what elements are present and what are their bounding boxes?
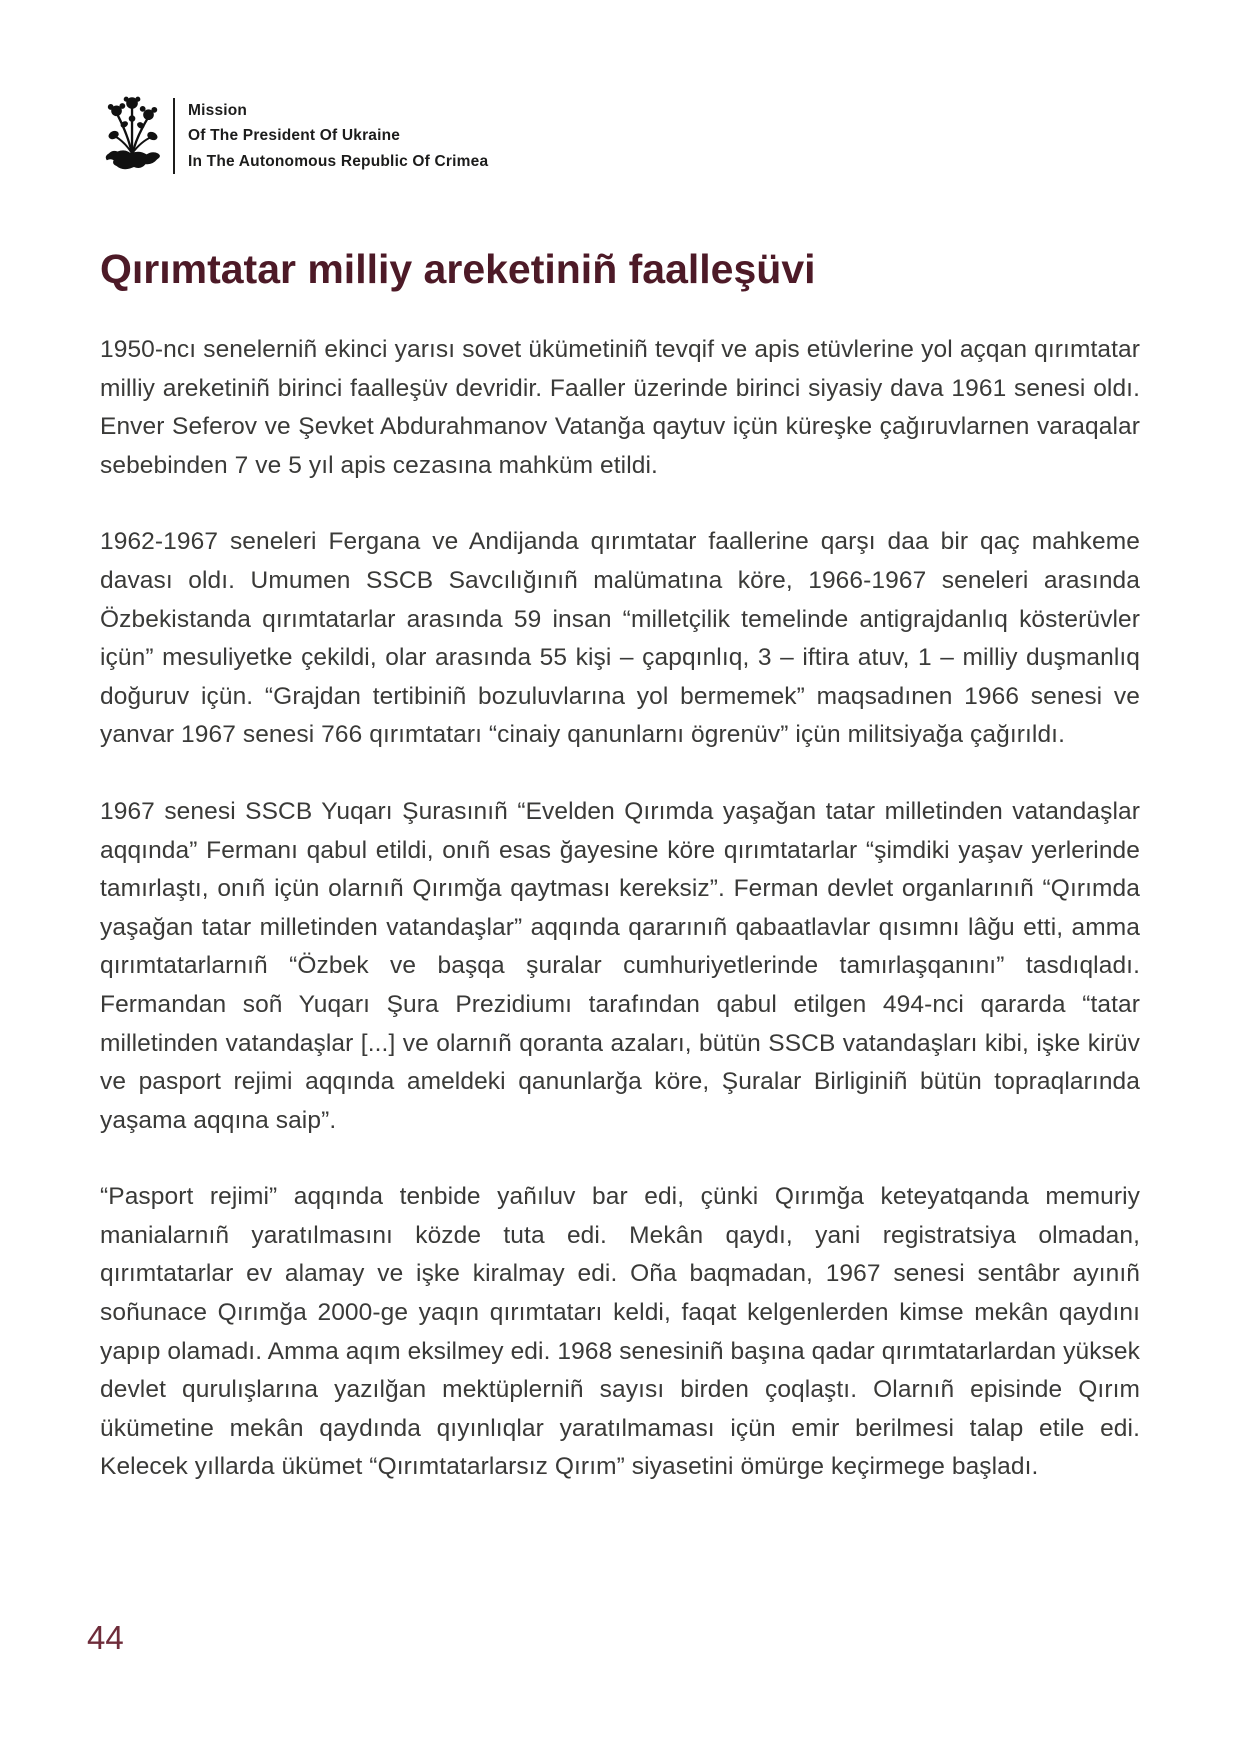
- article-paragraph-1: 1950-ncı senelerniñ ekinci yarısı sovet ükümetiniñ tevqif ve apis etüvlerine yol açqan qırımtatar milliy areketiniñ birinci faalleşüv devridir. Faaller üzerinde birinci siyasiy dava 1961 senesi oldı. Enver Seferov ve Şevket Abdurahmanov Vatanğa qaytuv içün küreşke çağıruvlarnen varaqalar sebebinden 7 ve 5 yıl apis cezasına mahküm etildi.: [100, 336, 1140, 479]
- org-name-line-1: Mission: [188, 102, 248, 120]
- header-logo-block: [102, 0, 1140, 177]
- article-body: [100, 331, 1140, 1487]
- article-paragraph-4: “Pasport rejimi” aqqında tenbide yañıluv bar edi, çünki Qırımğa keteyatqanda memuriy manialarnıñ yaratılmasını közde tuta edi. Mekân qaydı, yani registratsiya olmadan, qırımtatarlar ev alamay ve işke kiralmay edi. Oña baqmadan, 1967 senesi sentâbr ayınıñ soñunace Qırımğa 2000-ge yaqın qırımtatarı keldi, faqat kelgenlerden kimse mekân qaydını yapıp olamadı. Amma aqım eksilmey edi. 1968 senesiniñ başına qadar qırımtatarlardan yüksek devlet qurulışlarına yazılğan mektüplerniñ sayısı birden çoqlaştı. Olarnıñ episinde Qırım ükümetine mekân qaydında qıyınlıqlar yaratılmaması içün emir berilmesi talap etile edi. Kelecek yıllarda ükümet “Qırımtatarlarsız Qırım” siyasetini ömürge keçirmege başladı.: [100, 1183, 1140, 1481]
- article-paragraph-2: 1962-1967 seneleri Fergana ve Andijanda qırımtatar faallerine qarşı daa bir qaç mahkeme davası oldı. Umumen SSCB Savcılığınıñ malümatına köre, 1966-1967 seneleri arasında Özbekistanda qırımtatarlar arasında 59 insan “milletçilik temelinde antigrajdanlıq kösterüvler içün” mesuliyetke çekildi, olar arasında 55 kişi – çapqınlıq, 3 – iftira atuv, 1 – milliy duşmanlıq doğuruv içün. “Grajdan tertibiniñ bozuluvlarına yol bermemek” maqsadınen 1966 senesi ve yanvar 1967 senesi 766 qırımtatarı “cinaiy qanunlarnı ögrenüv” içün militsiyağa çağırıldı.: [100, 528, 1140, 749]
- page-number: 44: [87, 1619, 124, 1656]
- org-name-line-2: Of The President Of Ukraine: [188, 127, 401, 145]
- logo-divider: [173, 98, 175, 174]
- crimea-flowers-emblem-icon: [102, 95, 164, 177]
- org-name-line-3: In The Autonomous Republic Of Crimea: [188, 152, 489, 170]
- article-paragraph-3: 1967 senesi SSCB Yuqarı Şurasınıñ “Evelden Qırımda yaşağan tatar milletinden vatandaşlar aqqında” Fermanı qabul etildi, onıñ esas ğayesine köre qırımtatarlar “şimdiki yaşav yerlerinde tamırlaştı, onıñ içün olarnıñ Qırımğa qaytması kereksiz”. Ferman devlet organlarınıñ “Qırımda yaşağan tatar milletinden vatandaşlar” aqqında qararınıñ qabaatlavlar qısımnı lâğu etti, amma qırımtatarlarnıñ “Özbek ve başqa şuralar cumhuriyetlerinde tamırlaşqanını” tasdıqladı. Fermandan soñ Yuqarı Şura Prezidiumı tarafından qabul etilgen 494-nci qararda “tatar milletinden vatandaşlar [...] ve olarnıñ qoranta azaları, bütün SSCB vatandaşları kibi, işke kirüv ve pasport rejimi aqqında ameldeki qanunlarğa köre, Şuralar Birliginiñ bütün topraqlarında yaşama aqqına saip”.: [100, 797, 1140, 1134]
- article-title: Qırımtatar milliy areketiniñ faalleşüvi: [100, 246, 816, 292]
- page-content: [100, 0, 1140, 1525]
- org-name: [188, 98, 488, 174]
